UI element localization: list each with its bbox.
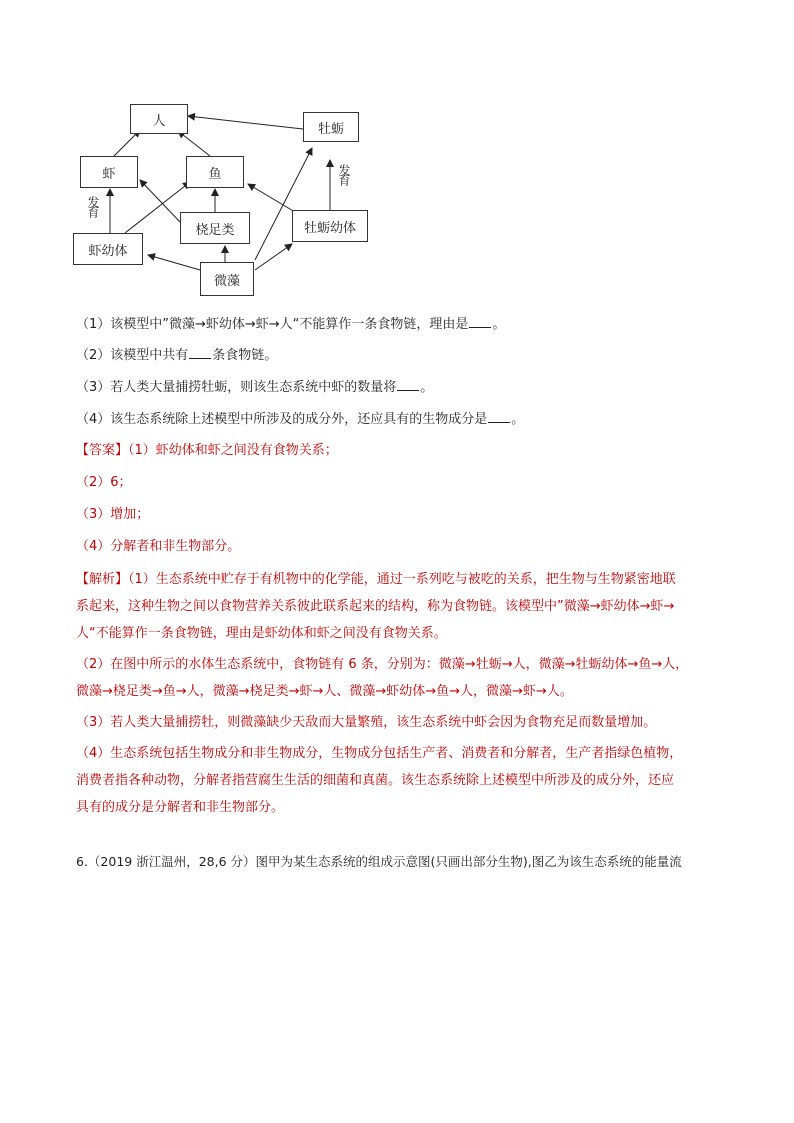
node-muliyouti: 牡蛎幼体 [292,210,368,242]
arrow-weizao-to-xiayouti [148,255,200,270]
node-muli: 牡蛎 [303,112,359,142]
answer-tag: 【答案】 [76,443,129,458]
answer-line-2: （2）6； [76,475,132,490]
analysis-p4-line2: 消费者指各种动物，分解者指营腐生生活的细菌和真菌。该生态系统除上述模型中所涉及的成分外，还应 [76,773,675,788]
analysis-p2-line2: 微藻→桡足类→鱼→人，微藻→桡足类→虾→人、微藻→虾幼体→鱼→人，微藻→虾→人。 [76,684,573,699]
arrow-xia-to-ren [112,130,140,158]
node-xia: 虾 [80,156,138,188]
node-xiayouti: 虾幼体 [73,233,143,265]
answer-line-1: 【答案】（1）虾幼体和虾之间没有食物关系； [76,443,338,458]
arrow-yu-to-ren [178,131,210,156]
next-question: 6.（2019 浙江温州，28,6 分）图甲为某生态系统的组成示意图(只画出部分生物),图乙为该生态系统的能量流 [76,854,682,869]
node-weizao: 微藻 [200,262,254,296]
analysis-p1-line1: 【解析】（1）生态系统中贮存于有机物中的化学能，通过一系列吃与被吃的关系，把生物与生物紧密地联 [76,572,676,587]
analysis-p4-line1: （4）生态系统包括生物成分和非生物成分，生物成分包括生产者、消费者和分解者，生产者指绿色植物， [76,746,683,761]
arrow-weizao-to-muliyouti [255,244,292,270]
analysis-p2-line1: （2）在图中所示的水体生态系统中，食物链有 6 条，分别为：微藻→牡蛎→人，微藻→牡蛎幼体→鱼→人， [76,657,689,672]
analysis-p1-line2: 系起来，这种生物之间以食物营养关系彼此联系起来的结构，称为食物链。该模型中”微藻→虾幼体→虾→ [76,599,675,614]
answer-line-4: （4）分解者和非生物部分。 [76,539,241,554]
arrow-raozulei-to-xia [140,180,180,222]
question-2: （2）该模型中共有 条食物链。 [76,348,278,363]
analysis-p4-line3: 具有的成分是分解者和非生物部分。 [76,800,285,815]
label-fayu-right: 发育 [337,164,351,184]
arrow-muli-to-ren [188,116,303,129]
food-web-diagram [60,90,390,305]
arrow-weizao-to-muli [255,148,312,260]
question-3: （3）若人类大量捕捞牡蛎，则该生态系统中虾的数量将 。 [76,380,434,395]
analysis-tag: 【解析】 [76,572,129,587]
label-fayu-left: 发育 [86,196,100,216]
answer-blank [397,378,419,391]
answer-blank [469,315,491,328]
analysis-p3-line1: （3）若人类大量捕捞牡，则微藻缺少天敌而大量繁殖，该生态系统中虾会因为食物充足而数量增加。 [76,715,657,730]
node-raozulei: 桡足类 [180,212,250,244]
answer-line-3: （3）增加； [76,507,150,522]
analysis-p1-line3: 人“不能算作一条食物链，理由是虾幼体和虾之间没有食物关系。 [76,626,447,641]
answer-blank [488,410,510,423]
answer-blank [189,346,211,359]
analysis-block [76,566,736,821]
node-yu: 鱼 [186,156,244,188]
node-ren: 人 [130,104,188,134]
question-4: （4）该生态系统除上述模型中所涉及的成分外，还应具有的生物成分是 。 [76,412,525,427]
question-1: （1）该模型中”微藻→虾幼体→虾→人“不能算作一条食物链，理由是 。 [76,317,506,332]
